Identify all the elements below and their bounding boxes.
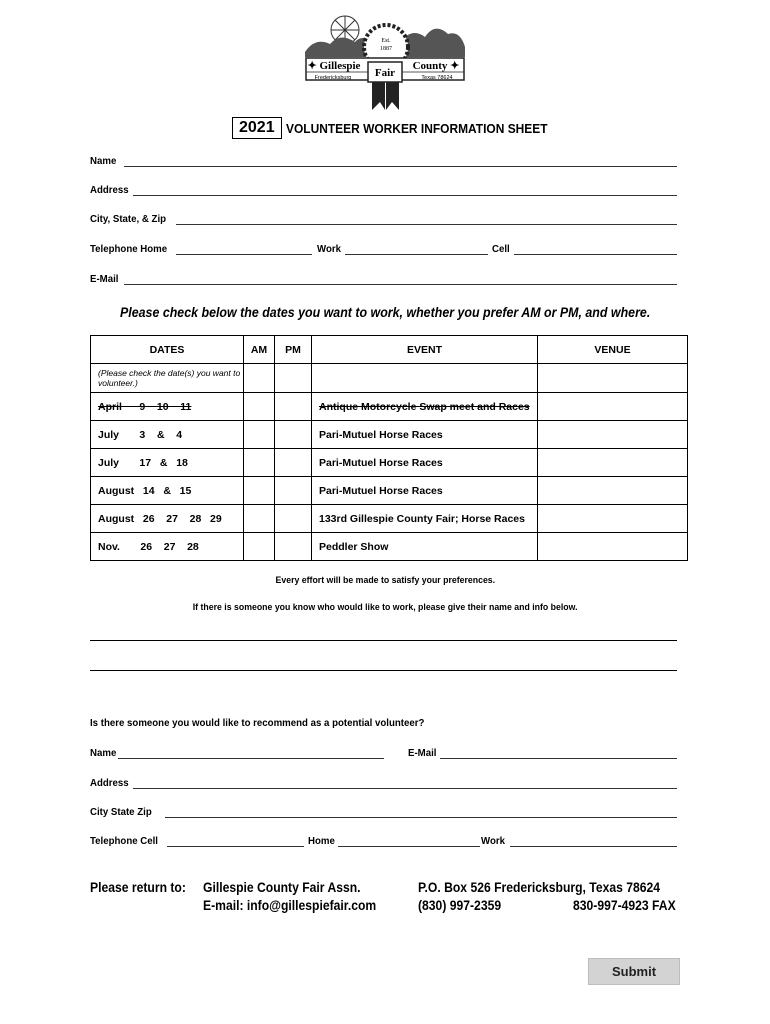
name-label: Name: [90, 155, 117, 167]
header-pm: PM: [275, 336, 312, 364]
pm-cell[interactable]: [275, 364, 312, 393]
title-text: VOLUNTEER WORKER INFORMATION SHEET: [285, 120, 548, 136]
work-line: [345, 254, 488, 255]
pm-cell[interactable]: [275, 449, 312, 477]
venue-cell[interactable]: [538, 477, 688, 505]
row-date: Nov. 26 27 28: [91, 533, 244, 561]
table-row: [91, 505, 688, 533]
header-event: EVENT: [312, 336, 538, 364]
referral-input-2[interactable]: [90, 654, 677, 669]
email-label: E-Mail: [90, 273, 119, 285]
rec-telephone-cell-line: [167, 846, 304, 847]
am-cell[interactable]: [244, 364, 275, 393]
header-dates: DATES: [91, 336, 244, 364]
rec-home-input[interactable]: [340, 831, 478, 846]
org-email: E-mail: info@gillespiefair.com: [203, 898, 377, 913]
referral-input-1[interactable]: [90, 624, 677, 639]
venue-cell[interactable]: [538, 364, 688, 393]
am-cell[interactable]: [244, 505, 275, 533]
svg-text:1887: 1887: [380, 46, 392, 52]
venue-cell[interactable]: [538, 393, 688, 421]
rec-email-label: E-Mail: [408, 747, 437, 759]
name-line: [124, 166, 677, 167]
rec-work-line: [510, 846, 677, 847]
pm-cell[interactable]: [275, 533, 312, 561]
venue-cell[interactable]: [538, 533, 688, 561]
dates-note: (Please check the date(s) you want to volunteer.): [98, 368, 241, 388]
submit-button[interactable]: Submit: [588, 958, 680, 985]
referral-line-2: [90, 670, 677, 671]
schedule-table: [90, 335, 688, 561]
org-fax: 830-997-4923 FAX: [573, 898, 676, 913]
org-name: Gillespie County Fair Assn.: [203, 880, 361, 895]
email-line: [124, 284, 677, 285]
logo-est-text: Est.: [381, 38, 391, 44]
email-input[interactable]: [126, 269, 675, 284]
notice-referral: If there is someone you know who would like to work, please give their name and info below.: [192, 602, 578, 613]
rec-work-input[interactable]: [512, 831, 675, 846]
row-event: Pari-Mutuel Horse Races: [312, 477, 538, 505]
rec-email-input[interactable]: [442, 743, 675, 758]
form-title: [232, 117, 570, 139]
row-event: Peddler Show: [312, 533, 538, 561]
venue-cell[interactable]: [538, 449, 688, 477]
work-input[interactable]: [347, 239, 486, 254]
rec-name-label: Name: [90, 747, 117, 759]
address-line: [133, 195, 677, 196]
rec-address-line: [133, 788, 677, 789]
return-label: Please return to:: [90, 880, 186, 895]
row-date: August 26 27 28 29: [91, 505, 244, 533]
city-state-zip-label: City, State, & Zip: [90, 213, 167, 225]
pm-cell[interactable]: [275, 393, 312, 421]
notice-preferences: Every effort will be made to satisfy your preferences.: [275, 575, 495, 586]
table-row: [91, 477, 688, 505]
rec-city-state-zip-input[interactable]: [167, 802, 675, 817]
rec-city-state-zip-line: [165, 817, 677, 818]
address-label: Address: [90, 184, 129, 196]
rec-email-line: [440, 758, 677, 759]
am-cell[interactable]: [244, 449, 275, 477]
name-input[interactable]: [126, 151, 675, 166]
year-box: 2021: [232, 117, 282, 139]
am-cell[interactable]: [244, 421, 275, 449]
row-date: July 3 & 4: [91, 421, 244, 449]
rec-telephone-cell-input[interactable]: [169, 831, 302, 846]
row-event: 133rd Gillespie County Fair; Horse Races: [312, 505, 538, 533]
logo-right-city: Texas 78624: [421, 75, 453, 81]
am-cell[interactable]: [244, 477, 275, 505]
rec-address-label: Address: [90, 777, 129, 789]
instructions-text: Please check below the dates you want to work, whether you prefer AM or PM, and where.: [120, 305, 651, 320]
rec-telephone-cell-label: Telephone Cell: [90, 835, 158, 847]
pm-cell[interactable]: [275, 421, 312, 449]
am-cell[interactable]: [244, 393, 275, 421]
org-phone: (830) 997-2359: [418, 898, 502, 913]
rec-city-state-zip-label: City State Zip: [90, 806, 152, 818]
table-row: [91, 533, 688, 561]
telephone-home-label: Telephone Home: [90, 243, 168, 255]
referral-line-1: [90, 640, 677, 641]
cell-label: Cell: [492, 243, 510, 255]
city-state-zip-input[interactable]: [178, 209, 675, 224]
rec-name-input[interactable]: [120, 743, 382, 758]
logo-middle-word: Fair: [374, 67, 396, 79]
rec-work-label: Work: [481, 835, 505, 847]
venue-cell[interactable]: [538, 505, 688, 533]
row-date: August 14 & 15: [91, 477, 244, 505]
rec-home-label: Home: [308, 835, 335, 847]
pm-cell[interactable]: [275, 505, 312, 533]
logo-left-word: ✦ Gillespie: [307, 60, 361, 72]
rec-address-input[interactable]: [135, 773, 675, 788]
event-cell: [312, 364, 538, 393]
address-input[interactable]: [135, 180, 675, 195]
row-event: Pari-Mutuel Horse Races: [312, 449, 538, 477]
row-event: Antique Motorcycle Swap meet and Races: [312, 393, 538, 421]
table-row: [91, 393, 688, 421]
rec-name-line: [118, 758, 384, 759]
table-row: [91, 421, 688, 449]
logo-left-city: Fredericksburg: [314, 75, 352, 81]
row-date: July 17 & 18: [91, 449, 244, 477]
pm-cell[interactable]: [275, 477, 312, 505]
header-am: AM: [244, 336, 275, 364]
table-row: [91, 449, 688, 477]
cell-line: [514, 254, 677, 255]
row-event: Pari-Mutuel Horse Races: [312, 421, 538, 449]
cell-input[interactable]: [516, 239, 675, 254]
header-venue: VENUE: [538, 336, 688, 364]
city-state-zip-line: [176, 224, 677, 225]
am-cell[interactable]: [244, 533, 275, 561]
venue-cell[interactable]: [538, 421, 688, 449]
telephone-home-line: [176, 254, 312, 255]
recommend-question: Is there someone you would like to recommend as a potential volunteer?: [90, 717, 425, 729]
work-label: Work: [317, 243, 341, 255]
gillespie-county-fair-logo: [300, 12, 470, 112]
logo-right-word: County ✦: [412, 60, 460, 72]
row-date: April 9 10 11: [91, 393, 244, 421]
telephone-home-input[interactable]: [178, 239, 310, 254]
rec-home-line: [338, 846, 480, 847]
org-address: P.O. Box 526 Fredericksburg, Texas 78624: [418, 880, 661, 895]
